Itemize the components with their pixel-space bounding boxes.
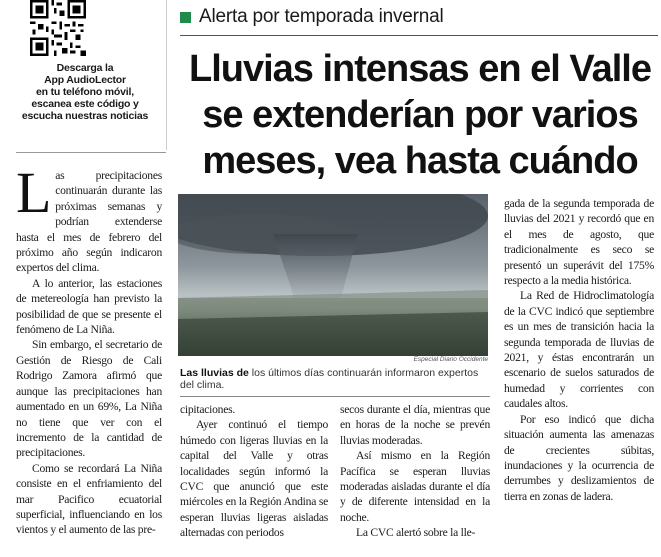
qr-code[interactable] (30, 0, 86, 56)
paragraph: La CVC alertó sobre la lle- (356, 526, 476, 540)
article-column-1 (16, 160, 162, 538)
sidebar-divider (16, 152, 166, 153)
article-column-2 (180, 402, 328, 541)
qr-line: escucha nuestras noticias (21, 110, 149, 122)
paragraph: Sin embargo, el secretario de Gestión de Riesgo de Cali Rodrigo Zamora afirmó que aunque las precipitaciones han aumentado en un 69%, La Niña no tiene que ver con el incremento de la cantidad de precipitaciones. (16, 338, 162, 460)
qr-line: escanea este código y (31, 98, 139, 110)
qr-line: App AudioLector (44, 74, 126, 86)
headline-line: se extenderían por varios (202, 94, 638, 136)
paragraph: gada de la segunda temporada de lluvias del 2021 y recordó que en el mes de agosto, que tradicionalmente es seco se presentó un superávit del 175% respecto a la media histórica. (504, 197, 654, 288)
paragraph: Así mismo en la Región Pacífica se esperan lluvias moderadas aisladas durante el día y de diferente intensidad en la noche. (340, 449, 490, 524)
storm-photo (178, 194, 488, 356)
paragraph (16, 160, 162, 276)
paragraph: secos durante el día, mientras que en horas de la noche se prevén lluvias moderadas. (340, 403, 490, 447)
headline-line: meses, vea hasta cuándo (202, 140, 638, 182)
paragraph: A lo anterior, las estaciones de metereología han previsto la posibilidad de que se presente el fenómeno de La Niña. (16, 276, 162, 337)
section-kicker (180, 6, 444, 28)
paragraph: La Red de Hidroclimatología de la CVC indicó que septiembre es un mes de transición hacia la segunda temporada de lluvias de 2021, y éstas encontrarán un escenario de suelos saturados de humedad y corrientes con caudales altos. (504, 289, 654, 411)
drop-cap: L (16, 160, 52, 225)
paragraph: Por eso indicó que dicha situación aumenta las amenazas de crecientes súbitas, inundaciones y la ocurrencia de derrumbes y deslizamientos de tierra en zonas de ladera. (504, 412, 654, 503)
paragraph-text: as precipitaciones continuarán durante las próximas semanas y podrían extenderse hasta el mes de febrero del próximo año según indicaron expertos del clima. (16, 169, 162, 275)
qr-instructions (16, 62, 154, 122)
paragraph: cipitaciones. (180, 403, 236, 416)
kicker-square-icon (180, 12, 191, 23)
headline-line: Lluvias intensas en el Valle (188, 48, 651, 90)
qr-line: Descarga la (56, 62, 114, 74)
paragraph: Ayer continuó el tiempo húmedo con ligeras lluvias en la capital del Valle y otras localidades según informó la CVC que anunció que este miércoles en la Región Andina se esperan lluvias ligeras aisladas alternadas con periodos (180, 418, 328, 540)
article-column-4 (504, 196, 654, 504)
caption-text: los últimos días continuarán informaron expertos del clima. (180, 367, 479, 391)
paragraph: Como se recordará La Niña consiste en el enfriamiento del mar Pacifico ecuatorial superficial, influenciando en los vientos y el aumento de las pre- (16, 461, 162, 537)
photo-credit: Especial Diario Occidente (413, 356, 488, 363)
qr-line: en tu teléfono móvil, (36, 86, 134, 98)
column-rule (166, 0, 167, 150)
article-column-3 (340, 402, 490, 541)
photo-caption (180, 367, 490, 391)
headline (180, 46, 660, 184)
kicker-text: Alerta por temporada invernal (199, 6, 444, 27)
caption-rule (180, 396, 490, 397)
kicker-rule (180, 35, 658, 36)
caption-lead: Las lluvias de (180, 367, 249, 379)
